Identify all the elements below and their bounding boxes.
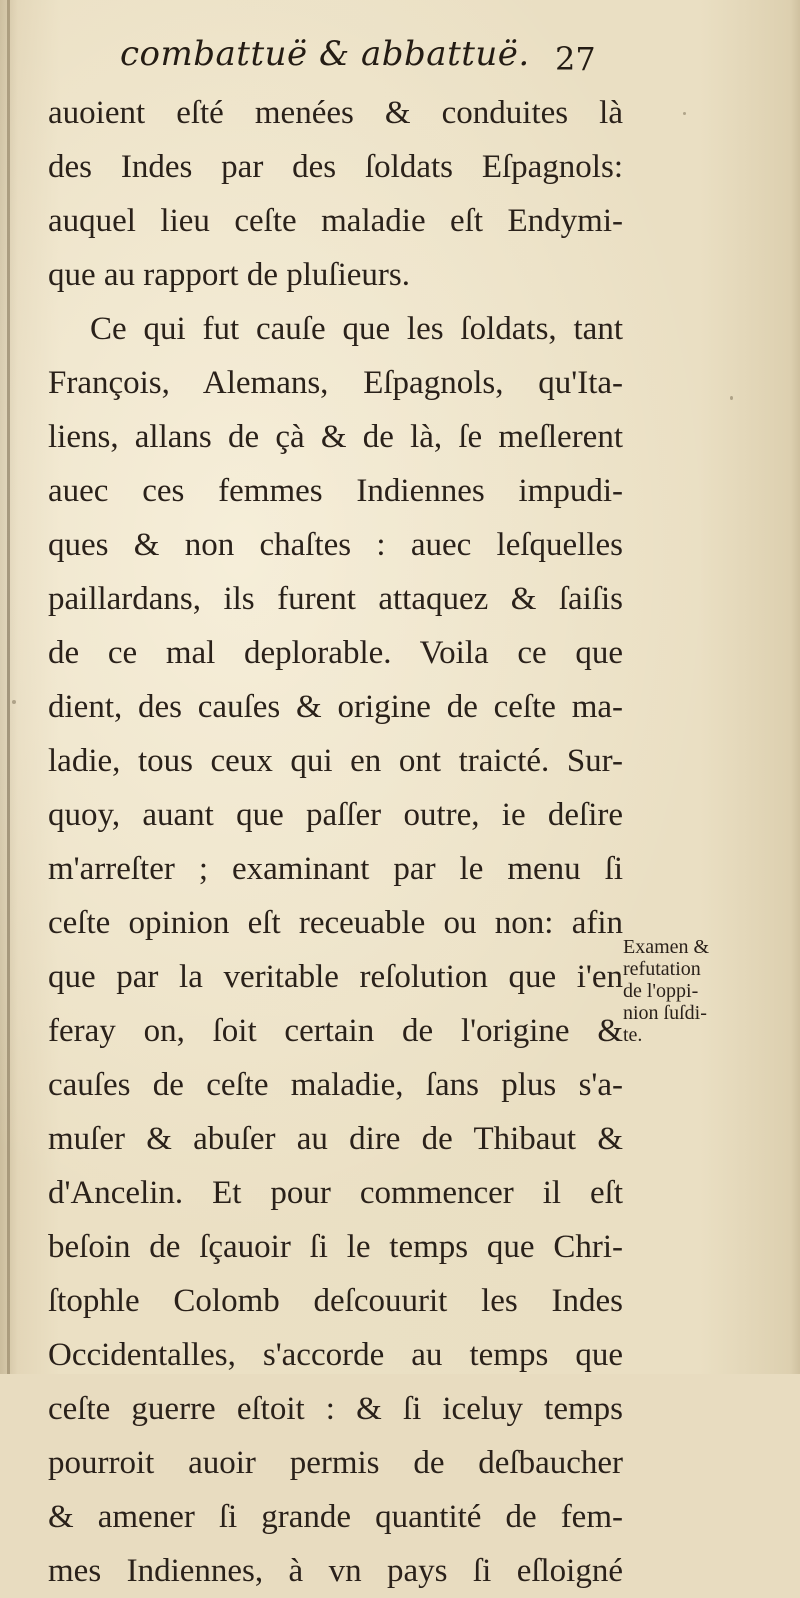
text-line: de ce mal deplorable. Voila ce que [48, 635, 623, 671]
text-line: m'arreſter ; examinant par le menu ſi [48, 851, 623, 887]
text-line: beſoin de ſçauoir ſi le temps que Chri- [48, 1229, 623, 1265]
text-line: ladie, tous ceux qui en ont traicté. Sur- [48, 743, 623, 779]
text-line: ceſte guerre eſtoit : & ſi iceluy temps [48, 1391, 623, 1427]
text-line: liens, allans de çà & de là, ſe meſlerent [48, 419, 623, 455]
text-line: cauſes de ceſte maladie, ſans plus s'a- [48, 1067, 623, 1103]
page-number: 27 [555, 40, 596, 78]
text-line: Ce qui fut cauſe que les ſoldats, tant [90, 311, 623, 347]
text-line: que par la veritable reſolution que i'en [48, 959, 623, 995]
text-line: que au rapport de pluſieurs. [48, 257, 410, 293]
text-line: des Indes par des ſoldats Eſpagnols: [48, 149, 623, 185]
marginal-note-line: de l'oppi- [623, 980, 699, 1002]
paper-speck [12, 700, 16, 704]
marginal-note-line: nion ſuſdi- [623, 1002, 707, 1024]
text-line: auoient eſté menées & conduites là [48, 95, 623, 131]
text-line: paillardans, ils furent attaquez & ſaiſis [48, 581, 623, 617]
text-line: muſer & abuſer au dire de Thibaut & [48, 1121, 623, 1157]
text-line: François, Alemans, Eſpagnols, qu'Ita- [48, 365, 623, 401]
text-line: quoy, auant que paſſer outre, ie deſire [48, 797, 623, 833]
text-line: pourroit auoir permis de deſbaucher [48, 1445, 623, 1481]
marginal-note-line: Examen & [623, 936, 710, 958]
text-line: feray on, ſoit certain de l'origine & [48, 1013, 623, 1049]
text-line: ſtophle Colomb deſcouurit les Indes [48, 1283, 623, 1319]
marginal-note [623, 936, 773, 1046]
text-line: mes Indiennes, à vn pays ſi eſloigné [48, 1553, 623, 1589]
text-line: & amener ſi grande quantité de fem- [48, 1499, 623, 1535]
text-line: d'Ancelin. Et pour commencer il eſt [48, 1175, 623, 1211]
text-line: Occidentalles, s'accorde au temps que [48, 1337, 623, 1373]
text-line: ceſte opinion eſt receuable ou non: afin [48, 905, 623, 941]
running-title: combattuë & abbattuë. [120, 34, 530, 74]
text-line: auec ces femmes Indiennes impudi- [48, 473, 623, 509]
paper-speck [730, 396, 733, 400]
marginal-note-line: te. [623, 1024, 643, 1046]
body-text-block [48, 86, 623, 1598]
text-line: auquel lieu ceſte maladie eſt Endymi- [48, 203, 623, 239]
marginal-note-line: refutation [623, 958, 701, 980]
binding-gutter [7, 0, 10, 1374]
text-line: ques & non chaſtes : auec leſquelles [48, 527, 623, 563]
paper-speck [683, 112, 686, 115]
text-line: dient, des cauſes & origine de ceſte ma- [48, 689, 623, 725]
